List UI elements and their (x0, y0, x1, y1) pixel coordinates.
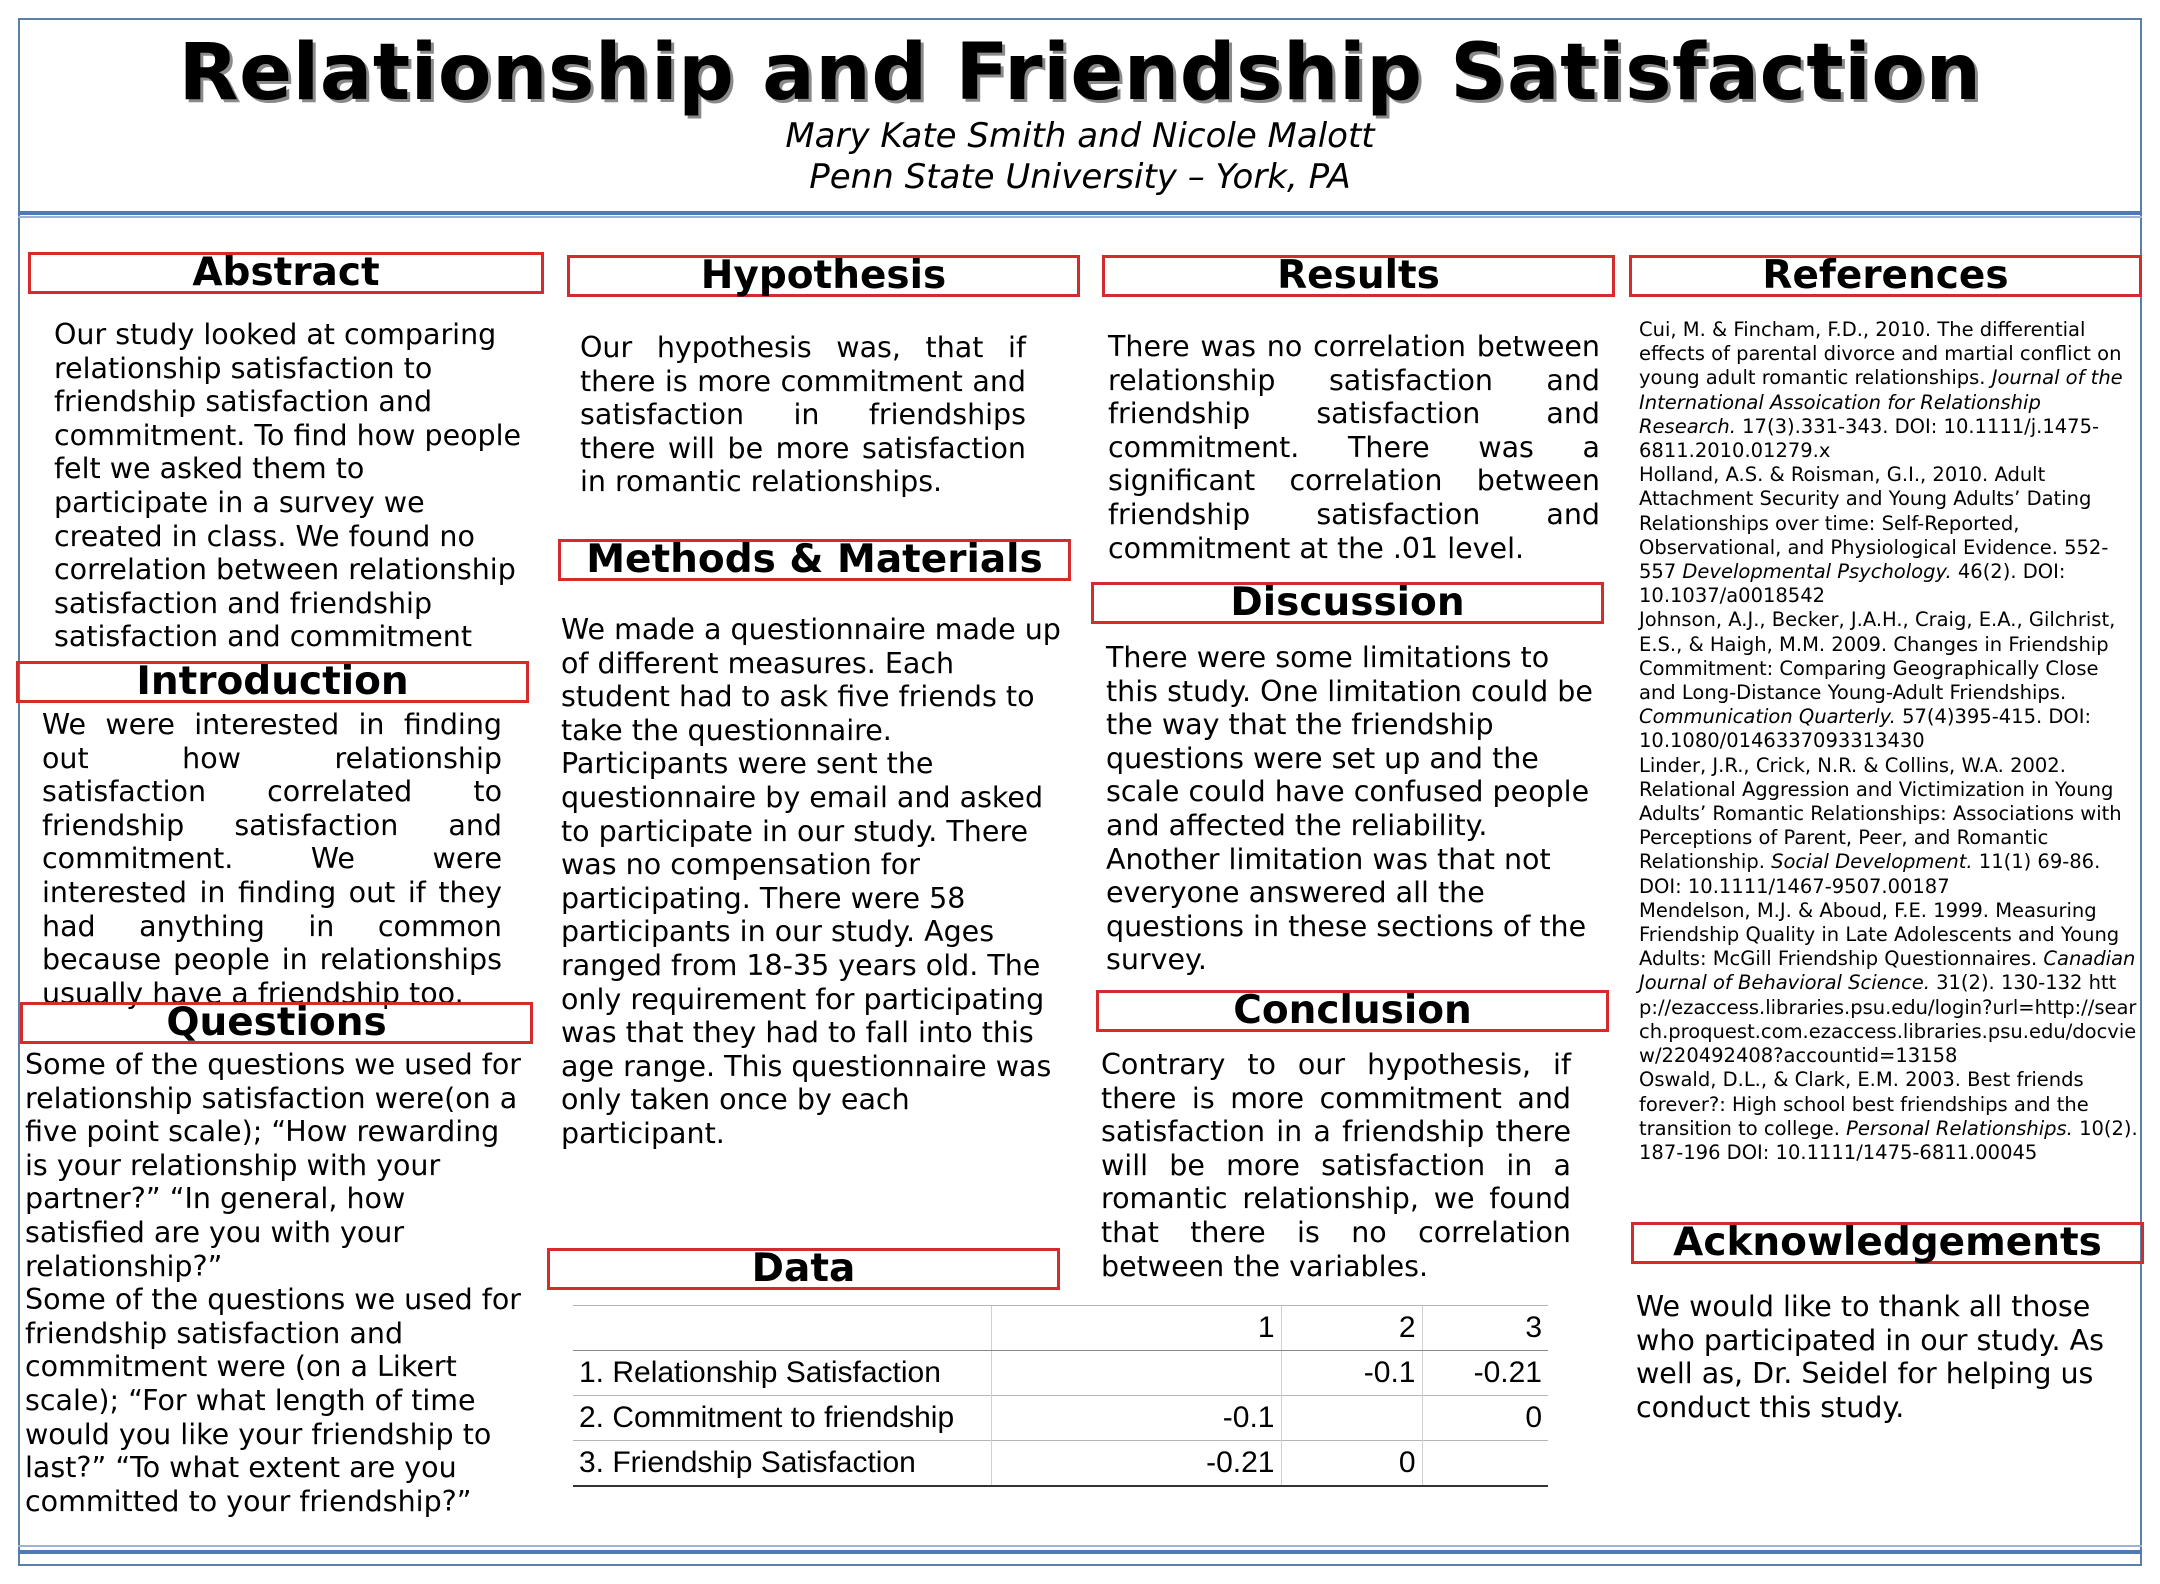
footer-divider-thin (18, 1545, 2142, 1547)
table-cell: -0.21 (991, 1441, 1281, 1486)
table-cell: 0 (1422, 1396, 1548, 1441)
questions-heading: Questions (20, 1002, 533, 1044)
reference-item: Holland, A.S. & Roisman, G.I., 2010. Adult Attachment Security and Young Adults’ Dating Relationships over time: Self-Reported, Observational, and Physiological Evidence. 552-557 Developmental Psychology. 46(2). DOI: 10.1037/a0018542 (1639, 463, 2109, 608)
conclusion-text: Contrary to our hypothesis, if there is more commitment and satisfaction in a friendship there will be more satisfaction in a romantic relationship, we found that there is no correlation between the variables. (1101, 1048, 1571, 1283)
footer-divider (18, 1550, 2142, 1554)
table-row (573, 1396, 1548, 1441)
abstract-text: Our study looked at comparing relationship satisfaction to friendship satisfaction and commitment. To find how people felt we asked them to participate in a survey we created in class. We found no correlation between relationship satisfaction and friendship satisfaction and commitment (54, 318, 522, 654)
table-cell: -0.21 (1422, 1351, 1548, 1396)
acknowledgements-heading: Acknowledgements (1631, 1222, 2144, 1264)
poster-title: Relationship and Friendship Satisfaction (178, 28, 1982, 118)
conclusion-heading: Conclusion (1096, 990, 1609, 1032)
table-cell: -0.1 (991, 1396, 1281, 1441)
table-row-label: 2. Commitment to friendship (573, 1396, 991, 1441)
methods-text: We made a questionnaire made up of different measures. Each student had to ask five friends to take the questionnaire. Participants were sent the questionnaire by email and asked to participate in our study. There was no compensation for participating. There were 58 participants in our study. Ages ranged from 18-35 years old. The only requirement for participating was that they had to fall into this age range. This questionnaire was only taken once by each participant. (561, 613, 1061, 1150)
hypothesis-heading: Hypothesis (567, 255, 1080, 297)
table-row-label: 1. Relationship Satisfaction (573, 1351, 991, 1396)
header-divider (18, 211, 2142, 215)
table-row (573, 1351, 1548, 1396)
table-cell: 0 (1281, 1441, 1422, 1486)
header-divider-thin (18, 216, 2142, 218)
table-header-cell: 3 (1422, 1306, 1548, 1351)
data-heading: Data (547, 1248, 1060, 1290)
table-header-cell: 2 (1281, 1306, 1422, 1351)
acknowledgements-text: We would like to thank all those who participated in our study. As well as, Dr. Seidel for helping us conduct this study. (1636, 1290, 2104, 1424)
table-header-cell: 1 (991, 1306, 1281, 1351)
methods-heading: Methods & Materials (558, 539, 1071, 581)
table-cell: -0.1 (1281, 1351, 1422, 1396)
introduction-text: We were interested in finding out how relationship satisfaction correlated to friendship satisfaction and commitment. We were interested in finding out if they had anything in common because people in relationships usually have a friendship too. (42, 708, 502, 1010)
table-row (573, 1441, 1548, 1486)
poster-authors: Mary Kate Smith and Nicole Malott (785, 116, 1375, 156)
hypothesis-text: Our hypothesis was, that if there is more commitment and satisfaction in friendships there will be more satisfaction in romantic relationships. (580, 331, 1026, 499)
results-heading: Results (1102, 255, 1615, 297)
references-list (1639, 318, 2139, 1165)
results-text: There was no correlation between relationship satisfaction and friendship satisfaction and commitment. There was a significant correlation between friendship satisfaction and commitment at the .01 level. (1108, 330, 1600, 565)
questions-text: Some of the questions we used for relationship satisfaction were(on a five point scale); “How rewarding is your relationship with your partner?” “In general, how satisfied are you with your relationship?” Some of the questions we used for friendship satisfaction and commitment were (on a Likert scale); “For what length of time would you like your friendship to last?” “To what extent are you committed to your friendship?” (25, 1048, 521, 1518)
reference-item: Cui, M. & Fincham, F.D., 2010. The differential effects of parental divorce and martial conflict on young adult romantic relationships. Journal of the International Assoication for Relationship Research. 17(3).331-343. DOI: 10.1111/j.1475-6811.2010.01279.x (1639, 318, 2123, 463)
reference-item: Oswald, D.L., & Clark, E.M. 2003. Best friends forever?: High school best friendships and the transition to college. Personal Relationships. 10(2). 187-196 DOI: 10.1111/1475-6811.00045 (1639, 1068, 2138, 1164)
introduction-heading: Introduction (16, 661, 529, 703)
table-header-row (573, 1306, 1548, 1351)
table-row-label: 3. Friendship Satisfaction (573, 1441, 991, 1486)
correlation-table (573, 1305, 1548, 1487)
discussion-text: There were some limitations to this study. One limitation could be the way that the friendship questions were set up and the scale could have confused people and affected the reliability. Another limitation was that not everyone answered all the questions in these sections of the survey. (1106, 641, 1593, 977)
reference-item: Linder, J.R., Crick, N.R. & Collins, W.A. 2002. Relational Aggression and Victimization in Young Adults’ Romantic Relationships: Associations with Perceptions of Parent, Peer, and Romantic Relationship. Social Development. 11(1) 69-86. DOI: 10.1111/1467-9507.00187 (1639, 753, 2122, 898)
reference-item: Johnson, A.J., Becker, J.A.H., Craig, E.A., Gilchrist, E.S., & Haigh, M.M. 2009. Changes in Friendship Commitment: Comparing Geographically Close and Long-Distance Young-Adult Friendships. Communication Quarterly. 57(4)395-415. DOI: 10.1080/0146337093313430 (1639, 608, 2116, 753)
discussion-heading: Discussion (1091, 582, 1604, 624)
table-cell (1281, 1396, 1422, 1441)
abstract-heading: Abstract (28, 252, 544, 294)
table-cell (1422, 1441, 1548, 1486)
reference-item: Mendelson, M.J. & Aboud, F.E. 1999. Measuring Friendship Quality in Late Adolescents and Young Adults: McGill Friendship Questionnaires. Canadian Journal of Behavioral Science. 31(2). 130-132 http://ezaccess.libraries.psu.edu/login?url=http://search.proquest.com.ezaccess.libraries.psu.edu/docview/220492408?accountid=13158 (1639, 898, 2137, 1068)
poster-institution: Penn State University – York, PA (809, 157, 1351, 197)
table-cell (991, 1351, 1281, 1396)
table-header-cell (573, 1306, 991, 1351)
references-heading: References (1629, 255, 2142, 297)
